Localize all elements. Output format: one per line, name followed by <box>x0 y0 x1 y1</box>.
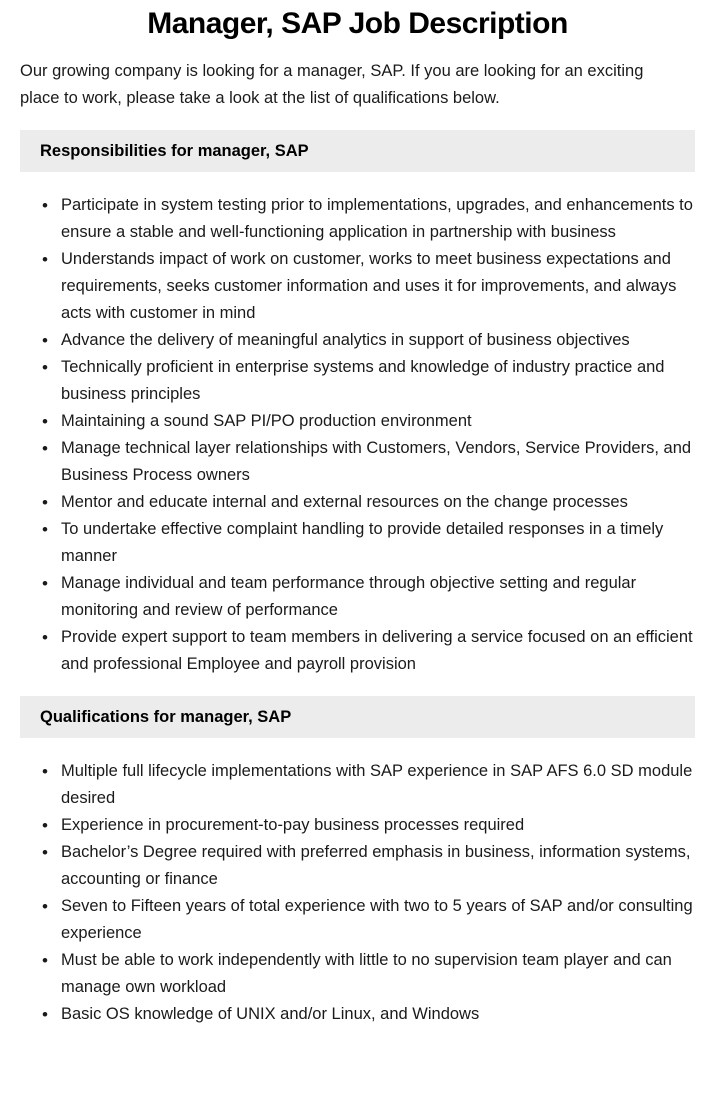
list-item: • Seven to Fifteen years of total experience with two to 5 years of SAP and/or consulting experience <box>20 893 695 947</box>
list-item: • Manage individual and team performance through objective setting and regular monitoring and review of performance <box>20 570 695 624</box>
list-item: • Understands impact of work on customer, works to meet business expectations and requirements, seeks customer information and uses it for improvements, and always acts with customer in mind <box>20 246 695 327</box>
qualifications-list <box>20 758 695 1028</box>
list-item: • Manage technical layer relationships with Customers, Vendors, Service Providers, and Business Process owners <box>20 435 695 489</box>
list-item: • Advance the delivery of meaningful analytics in support of business objectives <box>20 327 695 354</box>
list-item: • Must be able to work independently with little to no supervision team player and can manage own workload <box>20 947 695 1001</box>
page-title: Manager, SAP Job Description <box>147 7 568 40</box>
intro-paragraph: Our growing company is looking for a manager, SAP. If you are looking for an exciting place to work, please take a look at the list of qualifications below. <box>20 62 644 107</box>
responsibilities-list <box>20 192 695 678</box>
list-item: • Mentor and educate internal and external resources on the change processes <box>20 489 695 516</box>
list-item: • Maintaining a sound SAP PI/PO production environment <box>20 408 695 435</box>
list-item: • Experience in procurement-to-pay business processes required <box>20 812 695 839</box>
section-heading-responsibilities: Responsibilities for manager, SAP <box>40 141 309 160</box>
section-header-qualifications <box>20 696 695 738</box>
section-heading-qualifications: Qualifications for manager, SAP <box>40 707 292 726</box>
list-item: • To undertake effective complaint handling to provide detailed responses in a timely manner <box>20 516 695 570</box>
list-item: • Technically proficient in enterprise systems and knowledge of industry practice and business principles <box>20 354 695 408</box>
section-header-responsibilities <box>20 130 695 172</box>
list-item: • Provide expert support to team members in delivering a service focused on an efficient and professional Employee and payroll provision <box>20 624 695 678</box>
list-item: • Participate in system testing prior to implementations, upgrades, and enhancements to ensure a stable and well-functioning application in partnership with business <box>20 192 695 246</box>
list-item: • Basic OS knowledge of UNIX and/or Linux, and Windows <box>20 1001 695 1028</box>
list-item: • Multiple full lifecycle implementations with SAP experience in SAP AFS 6.0 SD module desired <box>20 758 695 812</box>
list-item: • Bachelor’s Degree required with preferred emphasis in business, information systems, accounting or finance <box>20 839 695 893</box>
